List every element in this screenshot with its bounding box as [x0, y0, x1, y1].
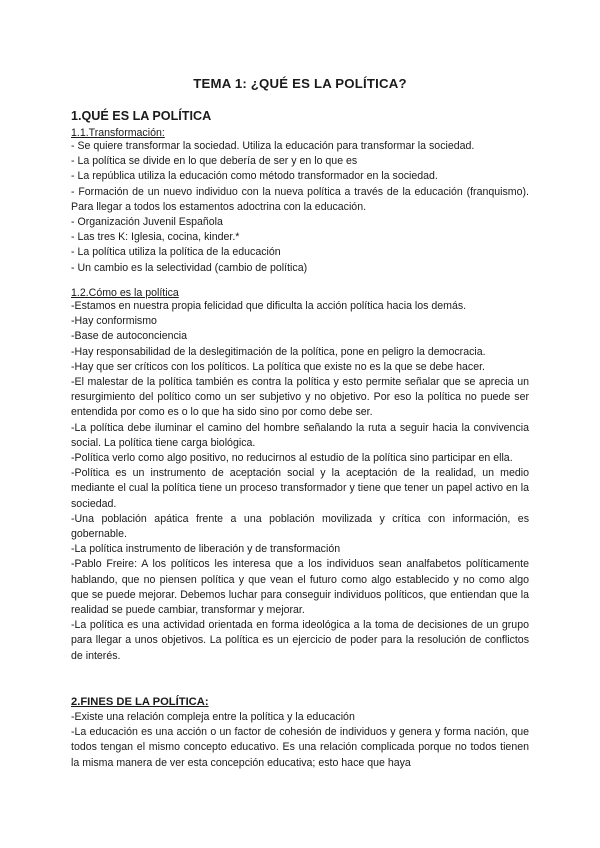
paragraph: -Existe una relación compleja entre la política y la educación	[71, 711, 355, 723]
paragraph: -Hay conformismo	[71, 315, 157, 328]
paragraph: - Las tres K: Iglesia, cocina, kinder.*	[71, 231, 240, 244]
paragraph: -Política es un instrumento de aceptación social y la aceptación de la realidad, un medio mediante el cual la política tiene un proceso transformador y tiene que tener un papel activo en la sociedad.	[71, 467, 529, 510]
subsection-1-2-body	[71, 299, 529, 664]
paragraph: - Se quiere transformar la sociedad. Utiliza la educación para transformar la sociedad.	[71, 140, 475, 152]
subsection-1-1-body	[71, 139, 529, 276]
paragraph: -Base de autoconciencia	[71, 330, 188, 343]
paragraph: -La educación es una acción o un factor de cohesión de individuos y genera y forma nación, que todos tengan el mismo concepto educativo. Es una relación complicada porque no todos tienen la misma manera de ver esta concepción educativa; esto hace que haya	[71, 726, 529, 769]
subsection-1-2-heading: 1.2.Cómo es la política	[71, 287, 179, 299]
paragraph: -La política instrumento de liberación y de transformación	[71, 543, 341, 556]
paragraph: - Un cambio es la selectividad (cambio de política)	[71, 261, 308, 274]
paragraph: -Estamos en nuestra propia felicidad que dificulta la acción política hacia los demás.	[71, 300, 467, 312]
paragraph: -Una población apática frente a una población movilizada y crítica con información, es gobernable.	[71, 512, 529, 541]
paragraph: -La política es una actividad orientada en forma ideológica a la toma de decisiones de un grupo para llegar a unos objetivos. La política es un ejercicio de poder para la resolución de conflictos de interés.	[71, 619, 529, 662]
subsection-1-1-heading: 1.1.Transformación:	[71, 127, 165, 139]
paragraph: - La política utiliza la política de la educación	[71, 246, 281, 259]
section-2-heading: 2.FINES DE LA POLÍTICA:	[71, 696, 209, 708]
section-1-heading: 1.QUÉ ES LA POLÍTICA	[71, 109, 212, 123]
paragraph: -Política verlo como algo positivo, no reducirnos al estudio de la política sino participar en ella.	[71, 452, 513, 465]
paragraph: -Hay responsabilidad de la deslegitimación de la política, pone en peligro la democracia.	[71, 345, 486, 358]
paragraph: -Pablo Freire: A los políticos les interesa que a los individuos sean analfabetos políticamente hablando, que no piensen política y que vean el futuro como algo establecido y no como algo que se puede mejorar. Debemos luchar para conseguir individuos políticos, que entiendan que la realidad se puede cambiar, transformar y mejorar.	[71, 558, 529, 617]
paragraph: -Hay que ser críticos con los políticos. La política que existe no es la que se debe hacer.	[71, 360, 485, 373]
paragraph: - La política se divide en lo que debería de ser y en lo que es	[71, 155, 358, 168]
paragraph: -La política debe iluminar el camino del hombre señalando la ruta a seguir hacia la convivencia social. La política tiene carga biológica.	[71, 421, 529, 449]
paragraph: - La república utiliza la educación como método transformador en la sociedad.	[71, 170, 438, 183]
paragraph: - Formación de un nuevo individuo con la nueva política a través de la educación (franquismo). Para llegar a todos los estamentos adoctrina con la educación.	[71, 185, 529, 213]
page-title: TEMA 1: ¿QUÉ ES LA POLÍTICA?	[193, 76, 407, 91]
section-2-body	[71, 710, 529, 771]
paragraph: - Organización Juvenil Española	[71, 216, 223, 229]
paragraph: -El malestar de la política también es contra la política y esto permite señalar que se aprecia un resurgimiento del político como un ser subjetivo y no objetivo. Por eso la política no puede ser entendida por como es o lo que ha sido sino por como debe ser.	[71, 376, 529, 419]
